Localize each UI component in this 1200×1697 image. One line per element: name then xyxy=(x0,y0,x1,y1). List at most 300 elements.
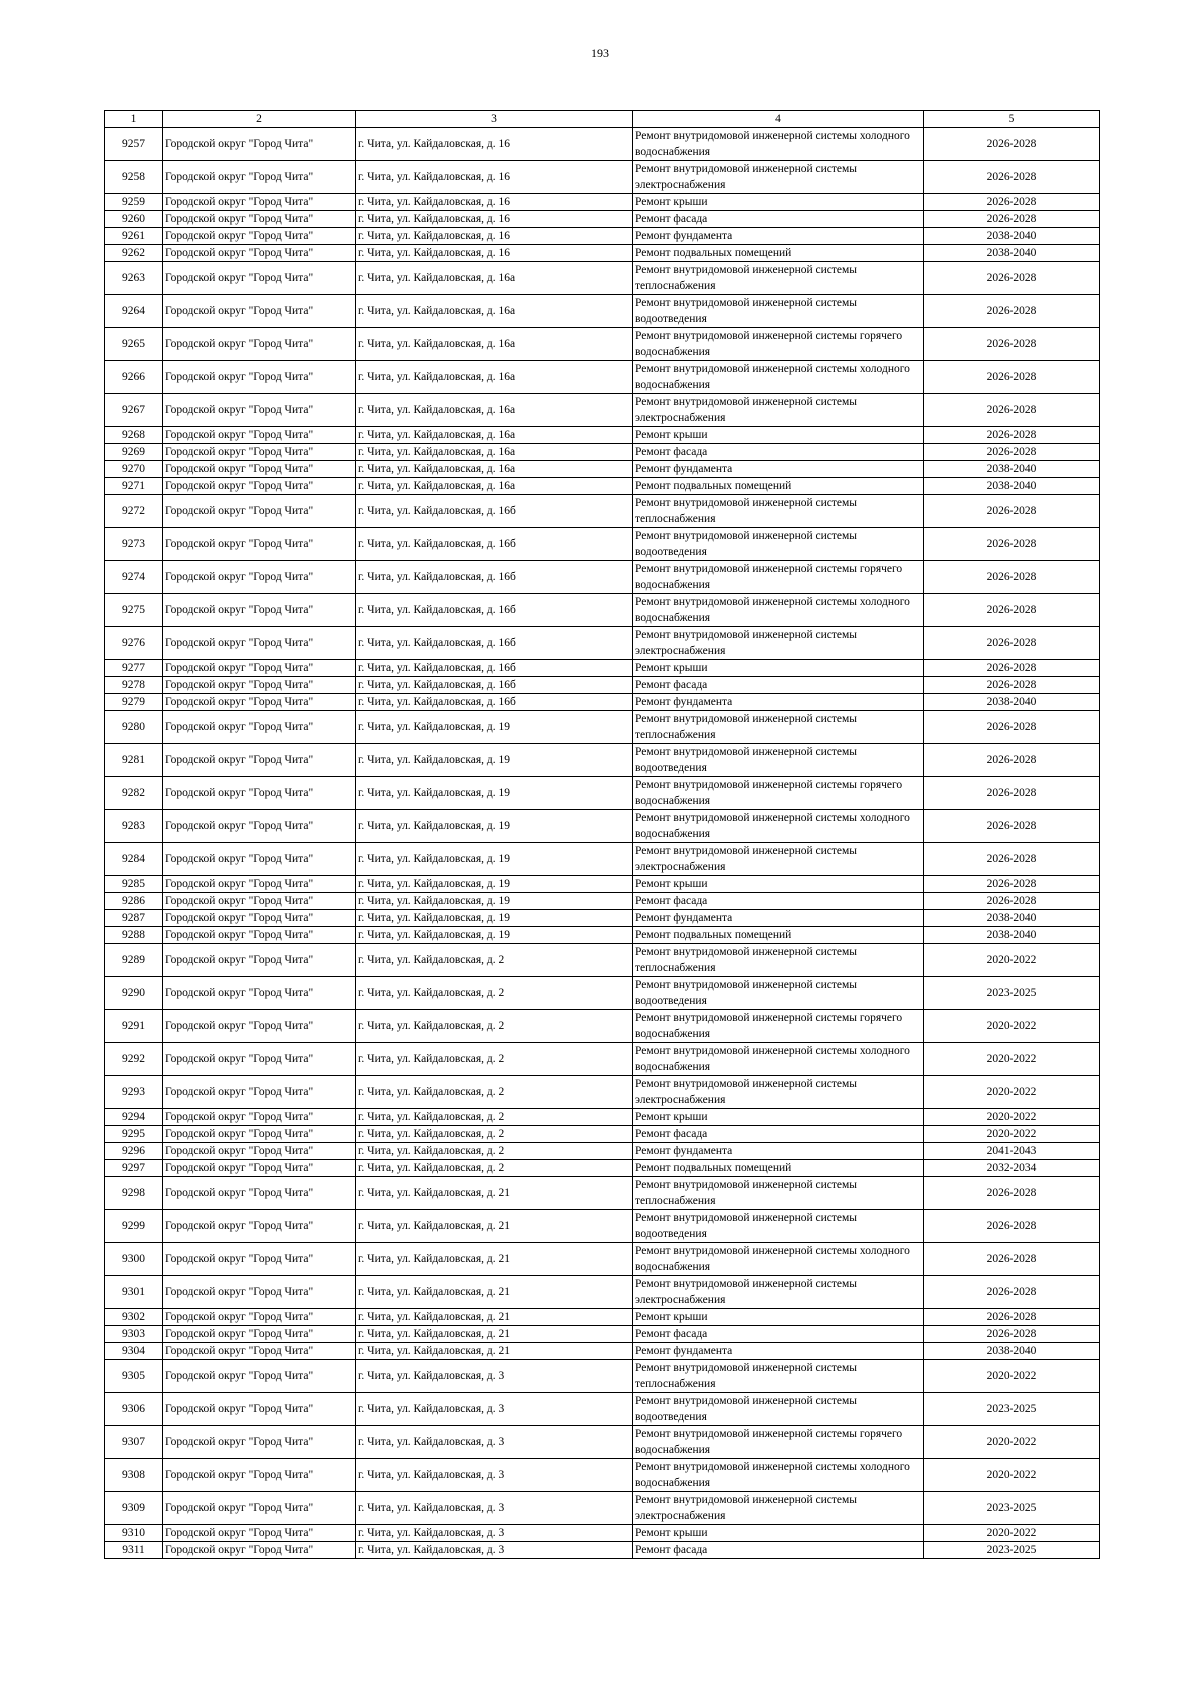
table-row xyxy=(105,1426,1100,1459)
column-header-5: 5 xyxy=(924,111,1100,128)
table-row xyxy=(105,843,1100,876)
address-cell: г. Чита, ул. Кайдаловская, д. 16 xyxy=(356,245,633,262)
table-row xyxy=(105,161,1100,194)
address-cell: г. Чита, ул. Кайдаловская, д. 21 xyxy=(356,1276,633,1309)
work-type-cell: Ремонт внутридомовой инженерной системы электроснабжения xyxy=(633,394,924,427)
address-cell: г. Чита, ул. Кайдаловская, д. 16а xyxy=(356,295,633,328)
municipality-cell: Городской округ "Город Чита" xyxy=(163,1326,356,1343)
period-cell: 2026-2028 xyxy=(924,1276,1100,1309)
municipality-cell: Городской округ "Город Чита" xyxy=(163,444,356,461)
address-cell: г. Чита, ул. Кайдаловская, д. 21 xyxy=(356,1309,633,1326)
table-row xyxy=(105,1343,1100,1360)
work-type-cell: Ремонт внутридомовой инженерной системы электроснабжения xyxy=(633,627,924,660)
work-type-cell: Ремонт внутридомовой инженерной системы водоотведения xyxy=(633,528,924,561)
row-number-cell: 9311 xyxy=(105,1542,163,1559)
row-number-cell: 9258 xyxy=(105,161,163,194)
municipality-cell: Городской округ "Город Чита" xyxy=(163,627,356,660)
work-type-cell: Ремонт подвальных помещений xyxy=(633,478,924,495)
period-cell: 2020-2022 xyxy=(924,1459,1100,1492)
work-type-cell: Ремонт внутридомовой инженерной системы горячего водоснабжения xyxy=(633,328,924,361)
period-cell: 2020-2022 xyxy=(924,1360,1100,1393)
work-type-cell: Ремонт фундамента xyxy=(633,910,924,927)
work-type-cell: Ремонт внутридомовой инженерной системы водоотведения xyxy=(633,295,924,328)
column-header-4: 4 xyxy=(633,111,924,128)
row-number-cell: 9264 xyxy=(105,295,163,328)
period-cell: 2038-2040 xyxy=(924,478,1100,495)
table-row xyxy=(105,1326,1100,1343)
work-type-cell: Ремонт внутридомовой инженерной системы холодного водоснабжения xyxy=(633,594,924,627)
work-type-cell: Ремонт фасада xyxy=(633,1126,924,1143)
table-row xyxy=(105,1243,1100,1276)
municipality-cell: Городской округ "Город Чита" xyxy=(163,843,356,876)
row-number-cell: 9259 xyxy=(105,194,163,211)
municipality-cell: Городской округ "Город Чита" xyxy=(163,1459,356,1492)
row-number-cell: 9291 xyxy=(105,1010,163,1043)
address-cell: г. Чита, ул. Кайдаловская, д. 2 xyxy=(356,1143,633,1160)
municipality-cell: Городской округ "Город Чита" xyxy=(163,977,356,1010)
work-type-cell: Ремонт внутридомовой инженерной системы водоотведения xyxy=(633,1393,924,1426)
work-type-cell: Ремонт крыши xyxy=(633,660,924,677)
address-cell: г. Чита, ул. Кайдаловская, д. 16б xyxy=(356,660,633,677)
repair-schedule-table xyxy=(104,110,1100,1559)
address-cell: г. Чита, ул. Кайдаловская, д. 16 xyxy=(356,211,633,228)
period-cell: 2020-2022 xyxy=(924,1109,1100,1126)
table-row xyxy=(105,910,1100,927)
row-number-cell: 9263 xyxy=(105,262,163,295)
municipality-cell: Городской округ "Город Чита" xyxy=(163,1076,356,1109)
work-type-cell: Ремонт фундамента xyxy=(633,228,924,245)
municipality-cell: Городской округ "Город Чита" xyxy=(163,744,356,777)
row-number-cell: 9298 xyxy=(105,1177,163,1210)
work-type-cell: Ремонт фундамента xyxy=(633,1343,924,1360)
municipality-cell: Городской округ "Город Чита" xyxy=(163,1010,356,1043)
municipality-cell: Городской округ "Город Чита" xyxy=(163,927,356,944)
row-number-cell: 9290 xyxy=(105,977,163,1010)
municipality-cell: Городской округ "Город Чита" xyxy=(163,194,356,211)
address-cell: г. Чита, ул. Кайдаловская, д. 16б xyxy=(356,677,633,694)
municipality-cell: Городской округ "Город Чита" xyxy=(163,711,356,744)
table-row xyxy=(105,194,1100,211)
table-row xyxy=(105,328,1100,361)
municipality-cell: Городской округ "Город Чита" xyxy=(163,1276,356,1309)
municipality-cell: Городской округ "Город Чита" xyxy=(163,1360,356,1393)
work-type-cell: Ремонт внутридомовой инженерной системы холодного водоснабжения xyxy=(633,1243,924,1276)
row-number-cell: 9288 xyxy=(105,927,163,944)
work-type-cell: Ремонт внутридомовой инженерной системы водоотведения xyxy=(633,977,924,1010)
address-cell: г. Чита, ул. Кайдаловская, д. 2 xyxy=(356,1126,633,1143)
row-number-cell: 9293 xyxy=(105,1076,163,1109)
address-cell: г. Чита, ул. Кайдаловская, д. 16а xyxy=(356,262,633,295)
municipality-cell: Городской округ "Город Чита" xyxy=(163,777,356,810)
row-number-cell: 9286 xyxy=(105,893,163,910)
work-type-cell: Ремонт крыши xyxy=(633,1525,924,1542)
period-cell: 2026-2028 xyxy=(924,161,1100,194)
address-cell: г. Чита, ул. Кайдаловская, д. 3 xyxy=(356,1542,633,1559)
row-number-cell: 9302 xyxy=(105,1309,163,1326)
row-number-cell: 9297 xyxy=(105,1160,163,1177)
address-cell: г. Чита, ул. Кайдаловская, д. 19 xyxy=(356,744,633,777)
table-row xyxy=(105,262,1100,295)
table-row xyxy=(105,1076,1100,1109)
table-row xyxy=(105,1010,1100,1043)
address-cell: г. Чита, ул. Кайдаловская, д. 16а xyxy=(356,328,633,361)
table-row xyxy=(105,444,1100,461)
work-type-cell: Ремонт внутридомовой инженерной системы теплоснабжения xyxy=(633,711,924,744)
period-cell: 2026-2028 xyxy=(924,361,1100,394)
table-row xyxy=(105,1525,1100,1542)
municipality-cell: Городской округ "Город Чита" xyxy=(163,1309,356,1326)
period-cell: 2026-2028 xyxy=(924,1326,1100,1343)
period-cell: 2026-2028 xyxy=(924,1243,1100,1276)
address-cell: г. Чита, ул. Кайдаловская, д. 2 xyxy=(356,977,633,1010)
address-cell: г. Чита, ул. Кайдаловская, д. 16 xyxy=(356,128,633,161)
work-type-cell: Ремонт внутридомовой инженерной системы электроснабжения xyxy=(633,1492,924,1525)
work-type-cell: Ремонт крыши xyxy=(633,1309,924,1326)
table-row xyxy=(105,1160,1100,1177)
row-number-cell: 9300 xyxy=(105,1243,163,1276)
municipality-cell: Городской округ "Город Чита" xyxy=(163,328,356,361)
address-cell: г. Чита, ул. Кайдаловская, д. 19 xyxy=(356,893,633,910)
column-header-1: 1 xyxy=(105,111,163,128)
column-header-2: 2 xyxy=(163,111,356,128)
work-type-cell: Ремонт внутридомовой инженерной системы холодного водоснабжения xyxy=(633,1043,924,1076)
row-number-cell: 9280 xyxy=(105,711,163,744)
address-cell: г. Чита, ул. Кайдаловская, д. 2 xyxy=(356,944,633,977)
period-cell: 2026-2028 xyxy=(924,211,1100,228)
municipality-cell: Городской округ "Город Чита" xyxy=(163,295,356,328)
address-cell: г. Чита, ул. Кайдаловская, д. 19 xyxy=(356,876,633,893)
municipality-cell: Городской округ "Город Чита" xyxy=(163,394,356,427)
address-cell: г. Чита, ул. Кайдаловская, д. 2 xyxy=(356,1109,633,1126)
municipality-cell: Городской округ "Город Чита" xyxy=(163,1109,356,1126)
row-number-cell: 9271 xyxy=(105,478,163,495)
period-cell: 2020-2022 xyxy=(924,1126,1100,1143)
period-cell: 2038-2040 xyxy=(924,1343,1100,1360)
address-cell: г. Чита, ул. Кайдаловская, д. 21 xyxy=(356,1210,633,1243)
period-cell: 2026-2028 xyxy=(924,295,1100,328)
table-row xyxy=(105,361,1100,394)
address-cell: г. Чита, ул. Кайдаловская, д. 16б xyxy=(356,561,633,594)
work-type-cell: Ремонт фасада xyxy=(633,444,924,461)
table-row xyxy=(105,394,1100,427)
row-number-cell: 9289 xyxy=(105,944,163,977)
period-cell: 2020-2022 xyxy=(924,944,1100,977)
row-number-cell: 9270 xyxy=(105,461,163,478)
row-number-cell: 9277 xyxy=(105,660,163,677)
municipality-cell: Городской округ "Город Чита" xyxy=(163,128,356,161)
row-number-cell: 9296 xyxy=(105,1143,163,1160)
period-cell: 2023-2025 xyxy=(924,1542,1100,1559)
row-number-cell: 9283 xyxy=(105,810,163,843)
row-number-cell: 9262 xyxy=(105,245,163,262)
row-number-cell: 9265 xyxy=(105,328,163,361)
address-cell: г. Чита, ул. Кайдаловская, д. 3 xyxy=(356,1492,633,1525)
period-cell: 2026-2028 xyxy=(924,444,1100,461)
table-row xyxy=(105,893,1100,910)
municipality-cell: Городской округ "Город Чита" xyxy=(163,245,356,262)
period-cell: 2026-2028 xyxy=(924,394,1100,427)
municipality-cell: Городской округ "Город Чита" xyxy=(163,211,356,228)
address-cell: г. Чита, ул. Кайдаловская, д. 19 xyxy=(356,843,633,876)
period-cell: 2026-2028 xyxy=(924,660,1100,677)
row-number-cell: 9309 xyxy=(105,1492,163,1525)
row-number-cell: 9284 xyxy=(105,843,163,876)
period-cell: 2026-2028 xyxy=(924,262,1100,295)
row-number-cell: 9304 xyxy=(105,1343,163,1360)
municipality-cell: Городской округ "Город Чита" xyxy=(163,1492,356,1525)
address-cell: г. Чита, ул. Кайдаловская, д. 21 xyxy=(356,1326,633,1343)
work-type-cell: Ремонт внутридомовой инженерной системы горячего водоснабжения xyxy=(633,1010,924,1043)
municipality-cell: Городской округ "Город Чита" xyxy=(163,1426,356,1459)
address-cell: г. Чита, ул. Кайдаловская, д. 16 xyxy=(356,161,633,194)
work-type-cell: Ремонт внутридомовой инженерной системы электроснабжения xyxy=(633,843,924,876)
row-number-cell: 9267 xyxy=(105,394,163,427)
work-type-cell: Ремонт внутридомовой инженерной системы горячего водоснабжения xyxy=(633,1426,924,1459)
table-row xyxy=(105,128,1100,161)
period-cell: 2020-2022 xyxy=(924,1525,1100,1542)
row-number-cell: 9305 xyxy=(105,1360,163,1393)
address-cell: г. Чита, ул. Кайдаловская, д. 2 xyxy=(356,1160,633,1177)
table-row xyxy=(105,228,1100,245)
table-header-row xyxy=(105,111,1100,128)
table-row xyxy=(105,694,1100,711)
row-number-cell: 9261 xyxy=(105,228,163,245)
table-row xyxy=(105,478,1100,495)
municipality-cell: Городской округ "Город Чита" xyxy=(163,361,356,394)
row-number-cell: 9276 xyxy=(105,627,163,660)
address-cell: г. Чита, ул. Кайдаловская, д. 2 xyxy=(356,1076,633,1109)
period-cell: 2026-2028 xyxy=(924,677,1100,694)
row-number-cell: 9282 xyxy=(105,777,163,810)
work-type-cell: Ремонт внутридомовой инженерной системы холодного водоснабжения xyxy=(633,361,924,394)
row-number-cell: 9310 xyxy=(105,1525,163,1542)
work-type-cell: Ремонт внутридомовой инженерной системы горячего водоснабжения xyxy=(633,561,924,594)
municipality-cell: Городской округ "Город Чита" xyxy=(163,228,356,245)
work-type-cell: Ремонт подвальных помещений xyxy=(633,1160,924,1177)
table-row xyxy=(105,944,1100,977)
municipality-cell: Городской округ "Город Чита" xyxy=(163,262,356,295)
period-cell: 2038-2040 xyxy=(924,927,1100,944)
municipality-cell: Городской округ "Город Чита" xyxy=(163,1525,356,1542)
work-type-cell: Ремонт внутридомовой инженерной системы холодного водоснабжения xyxy=(633,128,924,161)
address-cell: г. Чита, ул. Кайдаловская, д. 16а xyxy=(356,478,633,495)
table-row xyxy=(105,777,1100,810)
period-cell: 2026-2028 xyxy=(924,627,1100,660)
work-type-cell: Ремонт внутридомовой инженерной системы холодного водоснабжения xyxy=(633,1459,924,1492)
table-row xyxy=(105,1492,1100,1525)
address-cell: г. Чита, ул. Кайдаловская, д. 3 xyxy=(356,1525,633,1542)
table-row xyxy=(105,977,1100,1010)
period-cell: 2026-2028 xyxy=(924,561,1100,594)
address-cell: г. Чита, ул. Кайдаловская, д. 16а xyxy=(356,427,633,444)
work-type-cell: Ремонт внутридомовой инженерной системы теплоснабжения xyxy=(633,1360,924,1393)
table-row xyxy=(105,876,1100,893)
period-cell: 2026-2028 xyxy=(924,843,1100,876)
row-number-cell: 9306 xyxy=(105,1393,163,1426)
address-cell: г. Чита, ул. Кайдаловская, д. 3 xyxy=(356,1393,633,1426)
row-number-cell: 9268 xyxy=(105,427,163,444)
row-number-cell: 9303 xyxy=(105,1326,163,1343)
period-cell: 2026-2028 xyxy=(924,810,1100,843)
work-type-cell: Ремонт фасада xyxy=(633,677,924,694)
municipality-cell: Городской округ "Город Чита" xyxy=(163,528,356,561)
table-row xyxy=(105,810,1100,843)
period-cell: 2026-2028 xyxy=(924,528,1100,561)
address-cell: г. Чита, ул. Кайдаловская, д. 16б xyxy=(356,495,633,528)
row-number-cell: 9272 xyxy=(105,495,163,528)
municipality-cell: Городской округ "Город Чита" xyxy=(163,1542,356,1559)
period-cell: 2026-2028 xyxy=(924,1210,1100,1243)
period-cell: 2026-2028 xyxy=(924,495,1100,528)
address-cell: г. Чита, ул. Кайдаловская, д. 19 xyxy=(356,810,633,843)
municipality-cell: Городской округ "Город Чита" xyxy=(163,1393,356,1426)
address-cell: г. Чита, ул. Кайдаловская, д. 3 xyxy=(356,1360,633,1393)
table-row xyxy=(105,1360,1100,1393)
address-cell: г. Чита, ул. Кайдаловская, д. 2 xyxy=(356,1010,633,1043)
work-type-cell: Ремонт крыши xyxy=(633,876,924,893)
table-row xyxy=(105,427,1100,444)
table-row xyxy=(105,927,1100,944)
municipality-cell: Городской округ "Город Чита" xyxy=(163,594,356,627)
municipality-cell: Городской округ "Город Чита" xyxy=(163,427,356,444)
row-number-cell: 9299 xyxy=(105,1210,163,1243)
row-number-cell: 9308 xyxy=(105,1459,163,1492)
municipality-cell: Городской округ "Город Чита" xyxy=(163,1210,356,1243)
table-row xyxy=(105,1393,1100,1426)
municipality-cell: Городской округ "Город Чита" xyxy=(163,944,356,977)
work-type-cell: Ремонт фундамента xyxy=(633,461,924,478)
table-row xyxy=(105,1459,1100,1492)
period-cell: 2026-2028 xyxy=(924,777,1100,810)
table-row xyxy=(105,594,1100,627)
row-number-cell: 9294 xyxy=(105,1109,163,1126)
work-type-cell: Ремонт внутридомовой инженерной системы электроснабжения xyxy=(633,1276,924,1309)
table-row xyxy=(105,677,1100,694)
row-number-cell: 9257 xyxy=(105,128,163,161)
table-row xyxy=(105,528,1100,561)
table-row xyxy=(105,744,1100,777)
municipality-cell: Городской округ "Город Чита" xyxy=(163,495,356,528)
period-cell: 2038-2040 xyxy=(924,228,1100,245)
work-type-cell: Ремонт внутридомовой инженерной системы теплоснабжения xyxy=(633,944,924,977)
row-number-cell: 9269 xyxy=(105,444,163,461)
work-type-cell: Ремонт внутридомовой инженерной системы теплоснабжения xyxy=(633,262,924,295)
work-type-cell: Ремонт крыши xyxy=(633,1109,924,1126)
table-row xyxy=(105,1043,1100,1076)
municipality-cell: Городской округ "Город Чита" xyxy=(163,478,356,495)
row-number-cell: 9287 xyxy=(105,910,163,927)
period-cell: 2020-2022 xyxy=(924,1076,1100,1109)
address-cell: г. Чита, ул. Кайдаловская, д. 19 xyxy=(356,910,633,927)
municipality-cell: Городской округ "Город Чита" xyxy=(163,161,356,194)
period-cell: 2026-2028 xyxy=(924,876,1100,893)
address-cell: г. Чита, ул. Кайдаловская, д. 16а xyxy=(356,444,633,461)
municipality-cell: Городской округ "Город Чита" xyxy=(163,561,356,594)
municipality-cell: Городской округ "Город Чита" xyxy=(163,660,356,677)
work-type-cell: Ремонт фасада xyxy=(633,1326,924,1343)
period-cell: 2020-2022 xyxy=(924,1043,1100,1076)
address-cell: г. Чита, ул. Кайдаловская, д. 16б xyxy=(356,594,633,627)
work-type-cell: Ремонт внутридомовой инженерной системы электроснабжения xyxy=(633,161,924,194)
address-cell: г. Чита, ул. Кайдаловская, д. 16б xyxy=(356,627,633,660)
work-type-cell: Ремонт подвальных помещений xyxy=(633,927,924,944)
municipality-cell: Городской округ "Город Чита" xyxy=(163,1243,356,1276)
work-type-cell: Ремонт фундамента xyxy=(633,694,924,711)
work-type-cell: Ремонт крыши xyxy=(633,427,924,444)
municipality-cell: Городской округ "Город Чита" xyxy=(163,1343,356,1360)
row-number-cell: 9292 xyxy=(105,1043,163,1076)
work-type-cell: Ремонт фасада xyxy=(633,211,924,228)
table-row xyxy=(105,561,1100,594)
period-cell: 2038-2040 xyxy=(924,910,1100,927)
work-type-cell: Ремонт крыши xyxy=(633,194,924,211)
row-number-cell: 9295 xyxy=(105,1126,163,1143)
period-cell: 2023-2025 xyxy=(924,1393,1100,1426)
period-cell: 2020-2022 xyxy=(924,1010,1100,1043)
period-cell: 2032-2034 xyxy=(924,1160,1100,1177)
period-cell: 2026-2028 xyxy=(924,1177,1100,1210)
municipality-cell: Городской округ "Город Чита" xyxy=(163,694,356,711)
row-number-cell: 9278 xyxy=(105,677,163,694)
period-cell: 2026-2028 xyxy=(924,893,1100,910)
address-cell: г. Чита, ул. Кайдаловская, д. 19 xyxy=(356,777,633,810)
period-cell: 2038-2040 xyxy=(924,245,1100,262)
period-cell: 2038-2040 xyxy=(924,694,1100,711)
row-number-cell: 9281 xyxy=(105,744,163,777)
period-cell: 2038-2040 xyxy=(924,461,1100,478)
table-row xyxy=(105,660,1100,677)
address-cell: г. Чита, ул. Кайдаловская, д. 16 xyxy=(356,228,633,245)
period-cell: 2020-2022 xyxy=(924,1426,1100,1459)
table-row xyxy=(105,295,1100,328)
work-type-cell: Ремонт внутридомовой инженерной системы холодного водоснабжения xyxy=(633,810,924,843)
address-cell: г. Чита, ул. Кайдаловская, д. 16б xyxy=(356,694,633,711)
period-cell: 2026-2028 xyxy=(924,744,1100,777)
address-cell: г. Чита, ул. Кайдаловская, д. 21 xyxy=(356,1177,633,1210)
municipality-cell: Городской округ "Город Чита" xyxy=(163,893,356,910)
column-header-3: 3 xyxy=(356,111,633,128)
table-row xyxy=(105,711,1100,744)
period-cell: 2041-2043 xyxy=(924,1143,1100,1160)
row-number-cell: 9307 xyxy=(105,1426,163,1459)
address-cell: г. Чита, ул. Кайдаловская, д. 19 xyxy=(356,927,633,944)
work-type-cell: Ремонт подвальных помещений xyxy=(633,245,924,262)
period-cell: 2026-2028 xyxy=(924,711,1100,744)
period-cell: 2026-2028 xyxy=(924,128,1100,161)
row-number-cell: 9279 xyxy=(105,694,163,711)
work-type-cell: Ремонт внутридомовой инженерной системы водоотведения xyxy=(633,1210,924,1243)
table-row xyxy=(105,1126,1100,1143)
address-cell: г. Чита, ул. Кайдаловская, д. 16 xyxy=(356,194,633,211)
table-row xyxy=(105,1143,1100,1160)
period-cell: 2026-2028 xyxy=(924,594,1100,627)
row-number-cell: 9301 xyxy=(105,1276,163,1309)
table-row xyxy=(105,1109,1100,1126)
row-number-cell: 9285 xyxy=(105,876,163,893)
address-cell: г. Чита, ул. Кайдаловская, д. 16а xyxy=(356,461,633,478)
period-cell: 2026-2028 xyxy=(924,427,1100,444)
table-row xyxy=(105,1309,1100,1326)
address-cell: г. Чита, ул. Кайдаловская, д. 16б xyxy=(356,528,633,561)
address-cell: г. Чита, ул. Кайдаловская, д. 3 xyxy=(356,1426,633,1459)
address-cell: г. Чита, ул. Кайдаловская, д. 21 xyxy=(356,1343,633,1360)
row-number-cell: 9260 xyxy=(105,211,163,228)
work-type-cell: Ремонт внутридомовой инженерной системы теплоснабжения xyxy=(633,1177,924,1210)
row-number-cell: 9266 xyxy=(105,361,163,394)
period-cell: 2023-2025 xyxy=(924,977,1100,1010)
municipality-cell: Городской округ "Город Чита" xyxy=(163,677,356,694)
municipality-cell: Городской округ "Город Чита" xyxy=(163,1143,356,1160)
